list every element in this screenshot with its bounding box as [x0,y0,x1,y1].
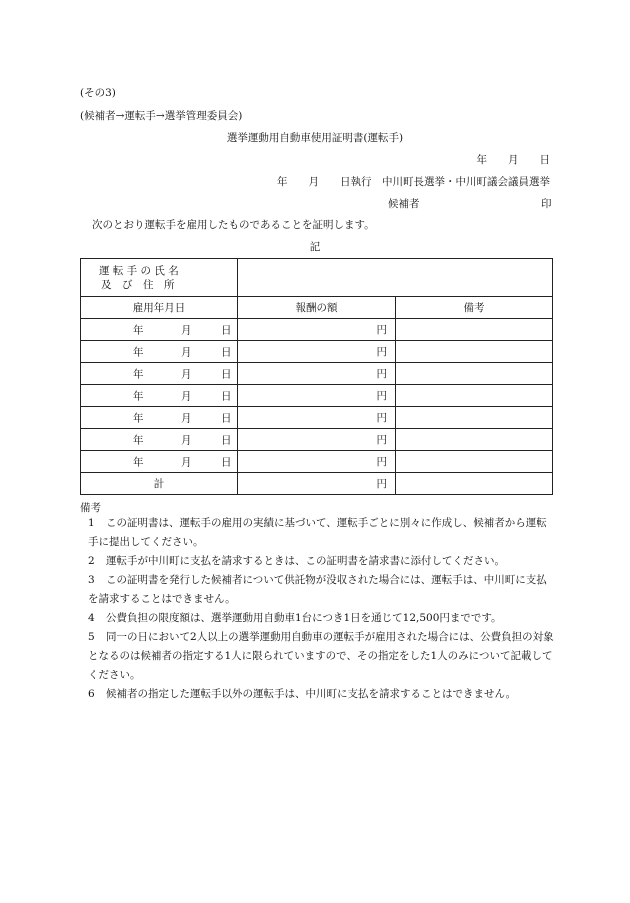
amount-cell[interactable]: 円 [238,363,396,385]
table-row [81,363,553,385]
note-item-1: 1 この証明書は、運転手の雇用の実績に基づいて、運転手ごとに別々に作成し、候補者から運転手に提出してください。 [88,517,547,548]
date-cell[interactable]: 年 月 日 [81,363,238,385]
total-amount-cell[interactable]: 円 [238,473,396,495]
amount-cell[interactable]: 円 [238,429,396,451]
driver-name-label-line2: 及 び 住 所 [101,278,175,291]
document-title: 選挙運動用自動車使用証明書(運転手) [226,132,404,144]
total-row [81,473,553,495]
ki-mark: 記 [309,241,321,253]
date-cell[interactable]: 年 月 日 [81,407,238,429]
amount-cell[interactable]: 円 [238,451,396,473]
table-row [81,407,553,429]
col-remarks: 備考 [396,297,553,319]
election-line: 年 月 日執行 中川町長選挙・中川町議会議員選挙 [277,176,550,188]
remarks-cell[interactable] [396,451,553,473]
date-cell[interactable]: 年 月 日 [81,319,238,341]
remarks-cell[interactable] [396,319,553,341]
driver-name-field[interactable] [238,259,553,297]
remarks-cell[interactable] [396,429,553,451]
total-remarks-cell[interactable] [396,473,553,495]
note-item-5: 5 同一の日において2人以上の選挙運動用自動車の運転手が雇用された場合には、公費負担の対象となるのは候補者の指定する1人に限られていますので、その指定をした1人のみについて記載してください。 [88,631,554,681]
amount-cell[interactable]: 円 [238,319,396,341]
seal-mark: 印 [541,198,552,210]
routing-note: (候補者→運転手→選挙管理委員会) [80,110,243,122]
date-cell[interactable]: 年 月 日 [81,451,238,473]
column-header-row [81,297,553,319]
date-cell[interactable]: 年 月 日 [81,341,238,363]
certification-statement: 次のとおり運転手を雇用したものであることを証明します。 [92,219,375,231]
note-item-2: 2 運転手が中川町に支払を請求するときは、この証明書を請求書に添付してください。 [88,555,505,567]
candidate-label: 候補者 [388,198,420,210]
driver-name-label-line1: 運 転 手 の 氏 名 [99,264,179,277]
notes-heading: 備考 [80,502,101,514]
amount-cell[interactable]: 円 [238,385,396,407]
note-item-4: 4 公費負担の限度額は、選挙運動用自動車1台につき1日を通じて12,500円までです。 [88,612,502,624]
table-row [81,385,553,407]
table-row [81,341,553,363]
col-remuneration: 報酬の額 [238,297,396,319]
total-label: 計 [81,473,238,495]
certificate-table [80,258,553,495]
date-cell[interactable]: 年 月 日 [81,429,238,451]
table-row [81,429,553,451]
amount-cell[interactable]: 円 [238,407,396,429]
driver-name-row [81,259,553,297]
issue-date: 年 月 日 [476,154,550,166]
form-number: (その3) [80,87,116,99]
remarks-cell[interactable] [396,341,553,363]
note-item-3: 3 この証明書を発行した候補者について供託物が没収された場合には、運転手は、中川町に支払を請求することはできません。 [88,574,547,605]
remarks-cell[interactable] [396,385,553,407]
date-cell[interactable]: 年 月 日 [81,385,238,407]
col-employment-date: 雇用年月日 [81,297,238,319]
table-row [81,451,553,473]
driver-name-label [81,259,238,297]
amount-cell[interactable]: 円 [238,341,396,363]
remarks-cell[interactable] [396,363,553,385]
remarks-cell[interactable] [396,407,553,429]
note-item-6: 6 候補者の指定した運転手以外の運転手は、中川町に支払を請求することはできません。 [88,688,517,700]
table-row [81,319,553,341]
